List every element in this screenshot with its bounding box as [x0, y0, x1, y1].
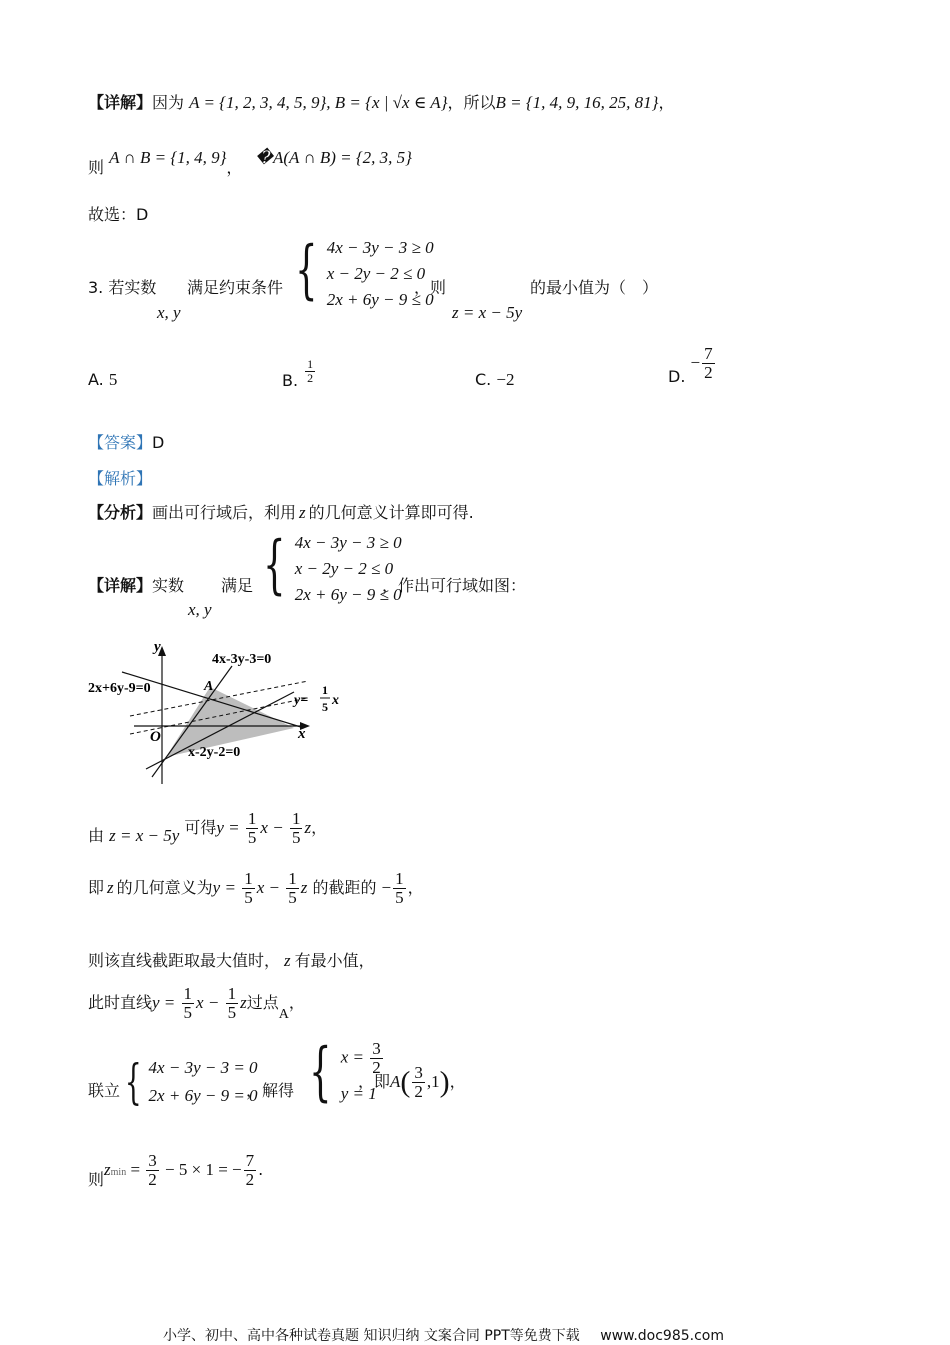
step-6: 则zmin = $\frac{3}{2}$ − 5 × 1 = − $\frac{7}{2}$ .	[88, 1151, 264, 1189]
question-vars: x, y	[157, 303, 181, 322]
point-a-label: A	[204, 679, 214, 694]
detail2-text-3: ，作出可行域如图：	[382, 576, 527, 595]
constraint-system: { 4x − 3y − 3 ≥ 0 x − 2y − 2 ≤ 0 2x + 6y − 9 ≤ 0	[295, 233, 434, 309]
detail-line-1: 【详解】因为 A = {1, 2, 3, 4, 5, 9}, B = {x | √x ∈ A}，所以B = {1, 4, 9, 16, 25, 81}，	[88, 93, 675, 112]
answer-label: 【答案】	[88, 433, 153, 452]
option-a: A. 5	[88, 370, 118, 389]
detail2-text-2: 满足	[221, 576, 254, 595]
ref-line-label-y: y=	[294, 693, 309, 708]
step-1: 由 z = x − 5y 可得y = $\frac{1}{5}$ x − $\frac{1}{5}$ z，	[88, 809, 328, 847]
option-c: C. −2	[475, 370, 515, 389]
step-4: 此时直线y = $\frac{1}{5}$ x − $\frac{1}{5}$ z过点A，	[88, 984, 305, 1022]
step-2: 即 z 的几何意义为y = $\frac{1}{5}$ x − $\frac{1}{5}$ z 的截距的 − $\frac{1}{5}$ ，	[88, 869, 424, 907]
question-text-1: 满足约束条件	[187, 278, 284, 297]
option-d: D. − $\frac{7}{2}$	[668, 344, 713, 386]
ref-line-numerator: 1	[322, 683, 328, 697]
detail-line-2: 则 A ∩ B = {1, 4, 9}， �A(A ∩ B) = {2, 3, 5}	[88, 148, 412, 177]
ref-line-label-x: x	[332, 693, 339, 708]
line2-label: 2x+6y-9=0	[88, 681, 151, 696]
step-3: 则该直线截距取最大值时， z 有最小值，	[88, 951, 375, 970]
feasible-region-figure	[86, 636, 356, 792]
brace-icon: {	[295, 233, 318, 307]
choice-line: 故选：D	[88, 205, 149, 224]
line3-label: x-2y-2=0	[188, 745, 241, 760]
question-text-2: ，则	[414, 278, 447, 297]
footer	[163, 1325, 724, 1345]
answer-value: D	[152, 433, 165, 452]
x-axis-label: x	[298, 726, 306, 742]
complement: �A(A ∩ B) = {2, 3, 5}	[255, 148, 412, 167]
footer-link[interactable]: www.doc985.com	[600, 1328, 724, 1344]
question-text-3: 的最小值为（ ）	[530, 278, 659, 297]
detail2-system: { 4x − 3y − 3 ≥ 0 x − 2y − 2 ≤ 0 2x + 6y − 9 ≤ 0	[263, 528, 402, 604]
footer-text: 小学、初中、高中各种试卷真题 知识归纳 文案合同 PPT等免费下载	[163, 1328, 580, 1344]
set-b-definition: {x | √x ∈ A}	[365, 93, 448, 112]
y-axis-label: y	[154, 639, 161, 655]
detail2-vars: x, y	[188, 600, 212, 619]
detail-label: 【详解】	[88, 93, 153, 112]
set-a: A = {1, 2, 3, 4, 5, 9}	[189, 93, 327, 112]
step-5-point: ，即A( $\frac{3}{2}$ ,1)，	[358, 1063, 466, 1101]
fenxi-line: 【分析】画出可行域后，利用 z 的几何意义计算即可得.	[88, 503, 474, 522]
option-b: B. $\frac{1}{2}$	[282, 357, 314, 390]
origin-label: O	[150, 729, 161, 745]
analysis-label: 【解析】	[88, 469, 153, 488]
set-b: B = {1, 4, 9, 16, 25, 81}	[495, 93, 659, 112]
intersection: A ∩ B = {1, 4, 9}	[109, 148, 227, 167]
ref-line-denominator: 5	[322, 700, 328, 714]
step-5-text-2: ，解得	[246, 1081, 295, 1100]
line1-label: 4x-3y-3=0	[212, 652, 272, 667]
step-5-solution: { x = $\frac{3}{2}$ y = 1	[309, 1035, 381, 1109]
question-number: 3. 若实数	[88, 278, 157, 297]
answer-line	[88, 430, 164, 453]
detail2-label-line: 【详解】实数	[88, 576, 185, 595]
step-5-text-1: 联立	[88, 1081, 121, 1100]
question-expr: z = x − 5y	[452, 303, 523, 322]
step-5-system: { 4x − 3y − 3 = 0 2x + 6y − 9 = 0	[124, 1054, 258, 1110]
